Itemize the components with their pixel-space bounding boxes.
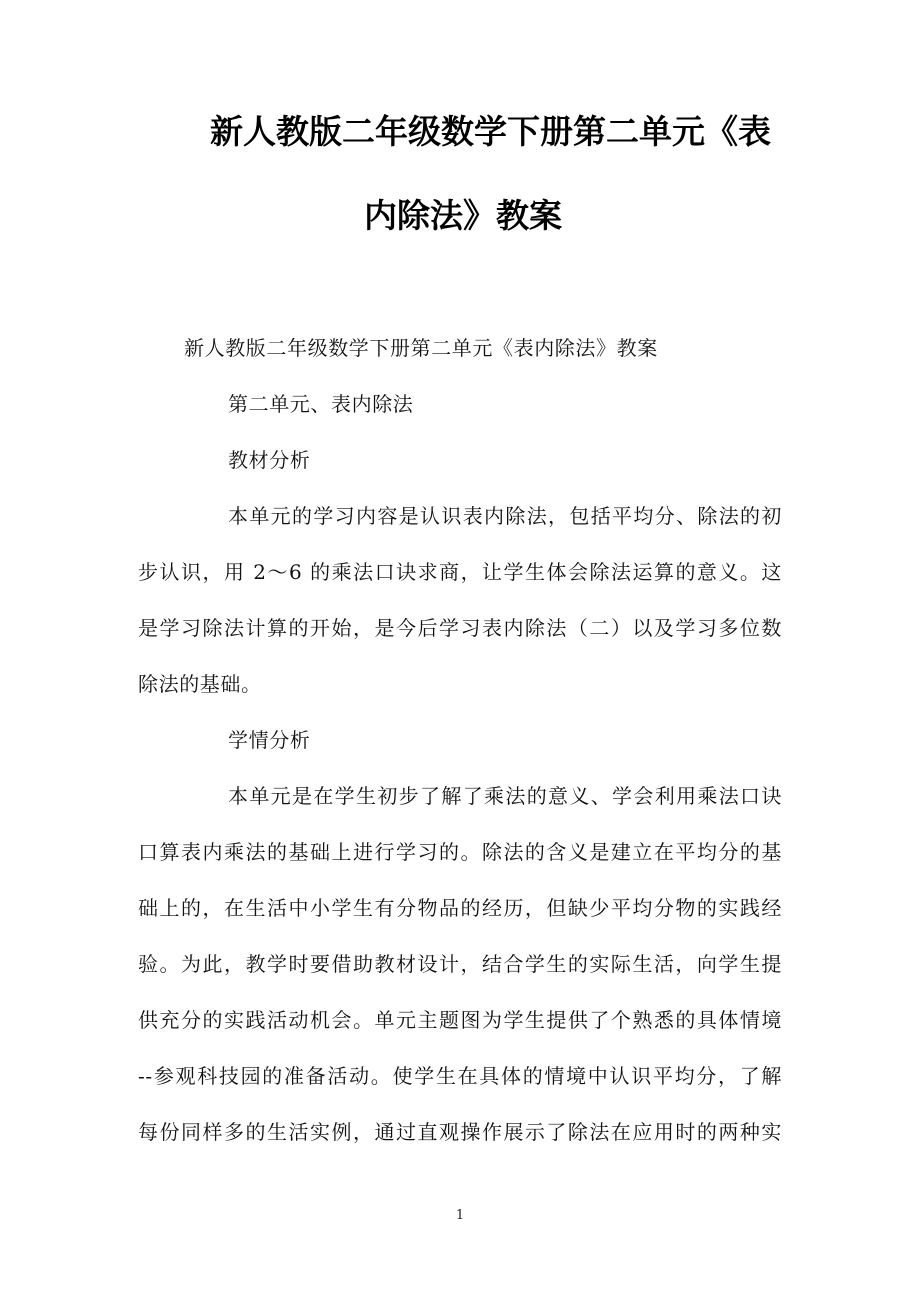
paragraph-line: 口算表内乘法的基础上进行学习的。除法的含义是建立在平均分的基 bbox=[138, 840, 782, 864]
paragraph-line: 本单元的学习内容是认识表内除法，包括平均分、除法的初 bbox=[228, 504, 782, 528]
page-number: 1 bbox=[455, 1208, 465, 1223]
paragraph-line: 除法的基础。 bbox=[138, 672, 262, 696]
section-heading-students: 学情分析 bbox=[228, 728, 311, 752]
unit-heading: 第二单元、表内除法 bbox=[228, 392, 414, 416]
paragraph-line: 础上的，在生活中小学生有分物品的经历，但缺少平均分物的实践经 bbox=[138, 896, 782, 920]
document-title-line-1: 新人教版二年级数学下册第二单元《表 bbox=[210, 112, 771, 151]
section-heading-materials: 教材分析 bbox=[228, 448, 311, 472]
paragraph-line: 本单元是在学生初步了解了乘法的意义、学会利用乘法口诀 bbox=[228, 784, 782, 808]
paragraph-line: 供充分的实践活动机会。单元主题图为学生提供了个熟悉的具体情境 bbox=[138, 1008, 782, 1032]
paragraph-line: 是学习除法计算的开始，是今后学习表内除法（二）以及学习多位数 bbox=[138, 616, 782, 640]
paragraph-line: --参观科技园的准备活动。使学生在具体的情境中认识平均分，了解 bbox=[138, 1064, 782, 1088]
paragraph-line: 每份同样多的生活实例，通过直观操作展示了除法在应用时的两种实 bbox=[138, 1120, 782, 1144]
paragraph-line: 步认识，用 2～6 的乘法口诀求商，让学生体会除法运算的意义。这 bbox=[138, 560, 782, 584]
document-subtitle: 新人教版二年级数学下册第二单元《表内除法》教案 bbox=[184, 336, 658, 360]
document-title-line-2: 内除法》教案 bbox=[364, 196, 562, 235]
paragraph-line: 验。为此，教学时要借助教材设计，结合学生的实际生活，向学生提 bbox=[138, 952, 782, 976]
